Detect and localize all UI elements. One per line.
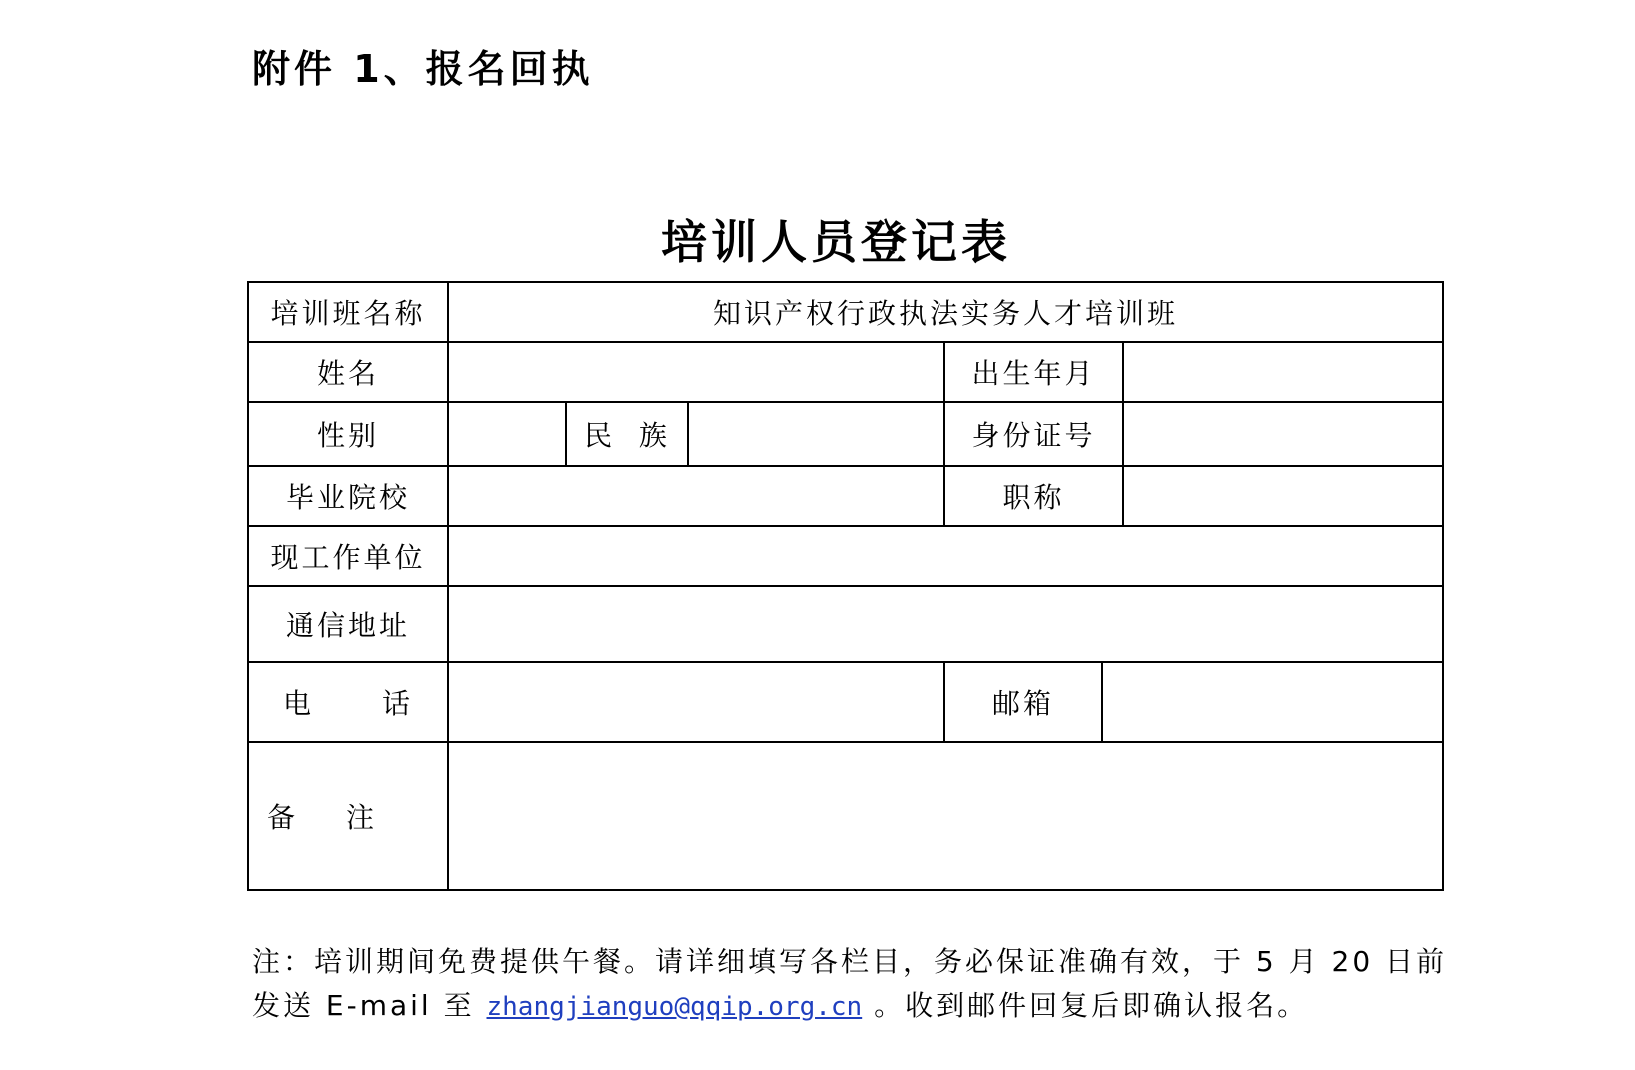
attachment-heading: 附件 1、报名回执 xyxy=(252,47,594,91)
email-field[interactable] xyxy=(1102,662,1443,742)
employer-label: 现工作单位 xyxy=(248,526,448,586)
address-field[interactable] xyxy=(448,586,1443,662)
note-line-2-prefix: 发送 E-mail 至 xyxy=(252,989,487,1022)
jobtitle-field[interactable] xyxy=(1123,466,1443,526)
ethnicity-label-b: 族 xyxy=(638,419,670,452)
course-label: 培训班名称 xyxy=(248,282,448,342)
gender-label: 性别 xyxy=(248,402,448,466)
employer-field[interactable] xyxy=(448,526,1443,586)
phone-label-a: 电 xyxy=(283,687,315,720)
phone-field[interactable] xyxy=(448,662,944,742)
note-line-2-suffix: 。收到邮件回复后即确认报名。 xyxy=(862,989,1309,1022)
row-gender xyxy=(248,402,1443,466)
row-name xyxy=(248,342,1443,402)
ethnicity-label xyxy=(566,402,688,466)
note-line-1: 注：培训期间免费提供午餐。请详细填写各栏目，务必保证准确有效，于 5 月 20 日前 xyxy=(252,945,1448,978)
phone-label xyxy=(248,662,448,742)
ethnicity-field[interactable] xyxy=(688,402,944,466)
form-title: 培训人员登记表 xyxy=(661,215,1011,269)
birth-label: 出生年月 xyxy=(944,342,1123,402)
row-address xyxy=(248,586,1443,662)
id-label: 身份证号 xyxy=(944,402,1123,466)
phone-label-b: 话 xyxy=(381,687,413,720)
name-label: 姓名 xyxy=(248,342,448,402)
remark-field[interactable] xyxy=(448,742,1443,890)
remark-label-a: 备 xyxy=(267,801,299,834)
email-label: 邮箱 xyxy=(944,662,1102,742)
school-label: 毕业院校 xyxy=(248,466,448,526)
note-line-2 xyxy=(252,984,1452,1029)
gender-field[interactable] xyxy=(448,402,566,466)
row-phone xyxy=(248,662,1443,742)
note xyxy=(252,940,1452,1029)
contact-email-link[interactable]: zhangjianguo@qqip.org.cn xyxy=(486,992,863,1022)
registration-form-table xyxy=(247,281,1444,891)
school-field[interactable] xyxy=(448,466,944,526)
id-field[interactable] xyxy=(1123,402,1443,466)
jobtitle-label: 职称 xyxy=(944,466,1123,526)
name-field[interactable] xyxy=(448,342,944,402)
course-value: 知识产权行政执法实务人才培训班 xyxy=(448,282,1443,342)
row-employer xyxy=(248,526,1443,586)
remark-label-b: 注 xyxy=(345,801,377,834)
row-school xyxy=(248,466,1443,526)
birth-field[interactable] xyxy=(1123,342,1443,402)
remark-label xyxy=(248,742,448,890)
address-label: 通信地址 xyxy=(248,586,448,662)
ethnicity-label-a: 民 xyxy=(584,419,616,452)
row-remark xyxy=(248,742,1443,890)
row-course xyxy=(248,282,1443,342)
